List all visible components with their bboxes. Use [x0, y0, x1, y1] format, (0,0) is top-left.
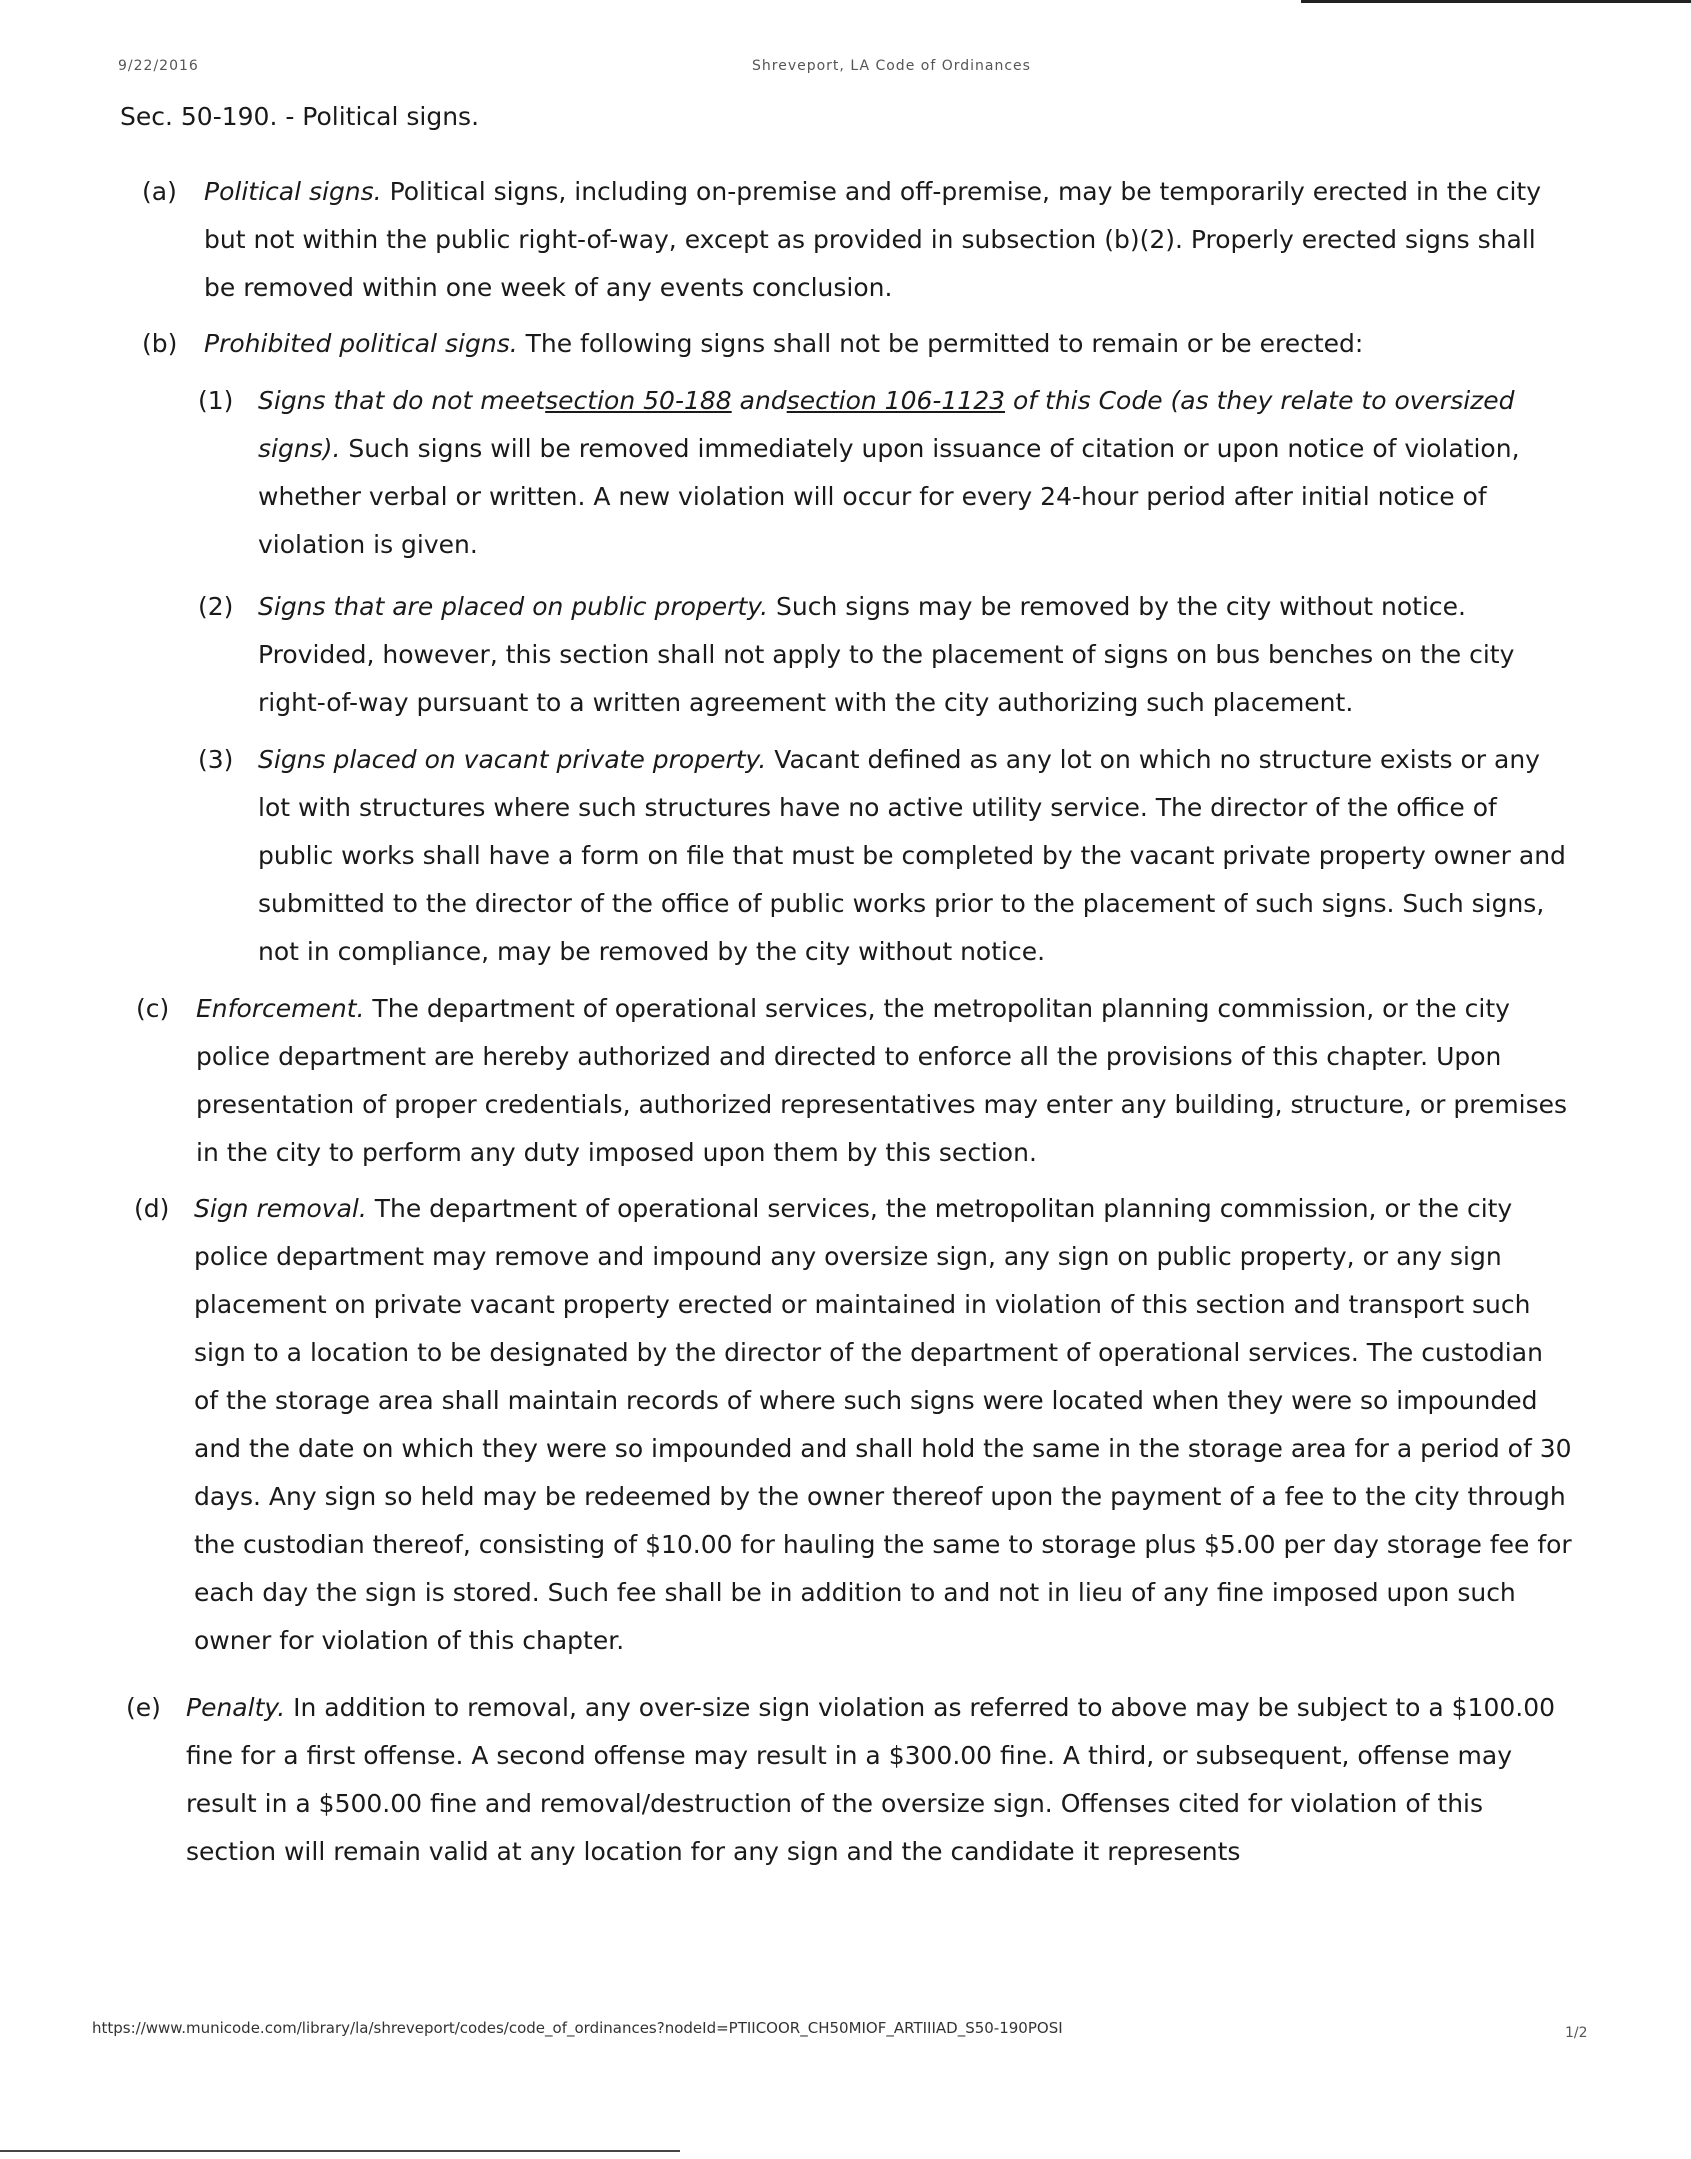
section-b-text: The following signs shall not be permitted to remain or be erected:: [517, 329, 1364, 358]
section-b2-body: [258, 583, 1572, 727]
section-b3: [198, 736, 1572, 981]
section-a: [142, 168, 1572, 318]
section-b2-label: (2): [198, 592, 234, 621]
section-c-heading: Enforcement.: [196, 994, 365, 1023]
section-b2-heading: Signs that are placed on public property.: [258, 592, 769, 621]
section-b1-heading-mid: and: [731, 386, 787, 415]
section-d-label: (d): [134, 1194, 170, 1223]
section-106-1123-link[interactable]: section 106-1123: [786, 386, 1006, 415]
section-a-label: (a): [142, 177, 177, 206]
header-date: 9/22/2016: [118, 58, 199, 74]
section-c-text: The department of operational services, the metropolitan planning commission, or the city police department are hereby authorized and directed to enforce all the provisions of this chapter. Upon presentation of proper credentials, authorized representatives may enter any building, structure, or premises in the city to perform any duty imposed upon them by this section.: [196, 994, 1568, 1167]
section-b1-text: Such signs will be removed immediately upon issuance of citation or upon notice of violation, whether verbal or written. A new violation will occur for every 24-hour period after initial notice of violation is given.: [258, 434, 1520, 559]
section-b3-label: (3): [198, 745, 234, 774]
scan-top-rule: [1301, 0, 1691, 3]
section-d: [134, 1185, 1572, 1675]
section-b1-heading-post: of this Code (as they relate to oversized signs).: [258, 386, 1515, 463]
section-b1-body: [258, 377, 1572, 569]
section-d-body: [194, 1185, 1572, 1665]
section-50-188-link[interactable]: section 50-188: [545, 386, 732, 415]
section-b3-heading: Signs placed on vacant private property.: [258, 745, 767, 774]
section-e-text: In addition to removal, any over-size sign violation as referred to above may be subject to a $100.00 fine for a first offense. A second offense may result in a $300.00 fine. A third, or subsequent, offense may result in a $500.00 fine and removal/destruction of the oversize sign. Offenses cited for violation of this section will remain valid at any location for any sign and the candidate it represents: [186, 1693, 1556, 1866]
section-e-body: [186, 1684, 1572, 1876]
page-title: Sec. 50-190. - Political signs.: [120, 102, 480, 131]
scan-bottom-rule: [0, 2150, 680, 2152]
section-b2: [198, 583, 1572, 733]
section-b1-heading-pre: Signs that do not meet: [258, 386, 546, 415]
footer-url[interactable]: https://www.municode.com/library/la/shreveport/codes/code_of_ordinances?nodeId=PTIICOOR_CH50MIOF_ARTIIIAD_S50-190POSI: [92, 2019, 1063, 2037]
section-a-text: Political signs, including on-premise and off-premise, may be temporarily erected in the city but not within the public right-of-way, except as provided in subsection (b)(2). Properly erected signs shall be removed within one week of any events conclusion.: [204, 177, 1541, 302]
section-b-label: (b): [142, 329, 178, 358]
section-b1-label: (1): [198, 386, 234, 415]
section-c-body: [196, 985, 1572, 1177]
section-b: [142, 320, 1572, 368]
section-b3-text: Vacant defined as any lot on which no structure exists or any lot with structures where such structures have no active utility service. The director of the office of public works shall have a form on file that must be completed by the vacant private property owner and submitted to the director of the office of public works prior to the placement of such signs. Such signs, not in compliance, may be removed by the city without notice.: [258, 745, 1566, 966]
section-d-text: The department of operational services, the metropolitan planning commission, or the city police department may remove and impound any oversize sign, any sign on public property, or any sign placement on private vacant property erected or maintained in violation of this section and transport such sign to a location to be designated by the director of the department of operational services. The custodian of the storage area shall maintain records of where such signs were located when they were so impounded and the date on which they were so impounded and shall hold the same in the storage area for a period of 30 days. Any sign so held may be redeemed by the owner thereof upon the payment of a fee to the city through the custodian thereof, consisting of $10.00 for hauling the same to storage plus $5.00 per day storage fee for each day the sign is stored. Such fee shall be in addition to and not in lieu of any fine imposed upon such owner for violation of this chapter.: [194, 1194, 1572, 1655]
section-a-body: [204, 168, 1572, 312]
section-c-label: (c): [136, 994, 170, 1023]
section-b-body: [204, 320, 1572, 368]
section-d-heading: Sign removal.: [194, 1194, 367, 1223]
section-e: [126, 1684, 1572, 1884]
footer-page-number: 1/2: [1565, 2025, 1588, 2041]
section-b-heading: Prohibited political signs.: [204, 329, 518, 358]
section-e-heading: Penalty.: [186, 1693, 286, 1722]
section-b3-body: [258, 736, 1572, 976]
section-b2-text: Such signs may be removed by the city without notice. Provided, however, this section shall not apply to the placement of signs on bus benches on the city right-of-way pursuant to a written agreement with the city authorizing such placement.: [258, 592, 1515, 717]
section-a-heading: Political signs.: [204, 177, 382, 206]
section-e-label: (e): [126, 1693, 161, 1722]
header-source: Shreveport, LA Code of Ordinances: [752, 58, 1031, 74]
section-b1: [198, 377, 1572, 573]
section-c: [136, 985, 1572, 1181]
